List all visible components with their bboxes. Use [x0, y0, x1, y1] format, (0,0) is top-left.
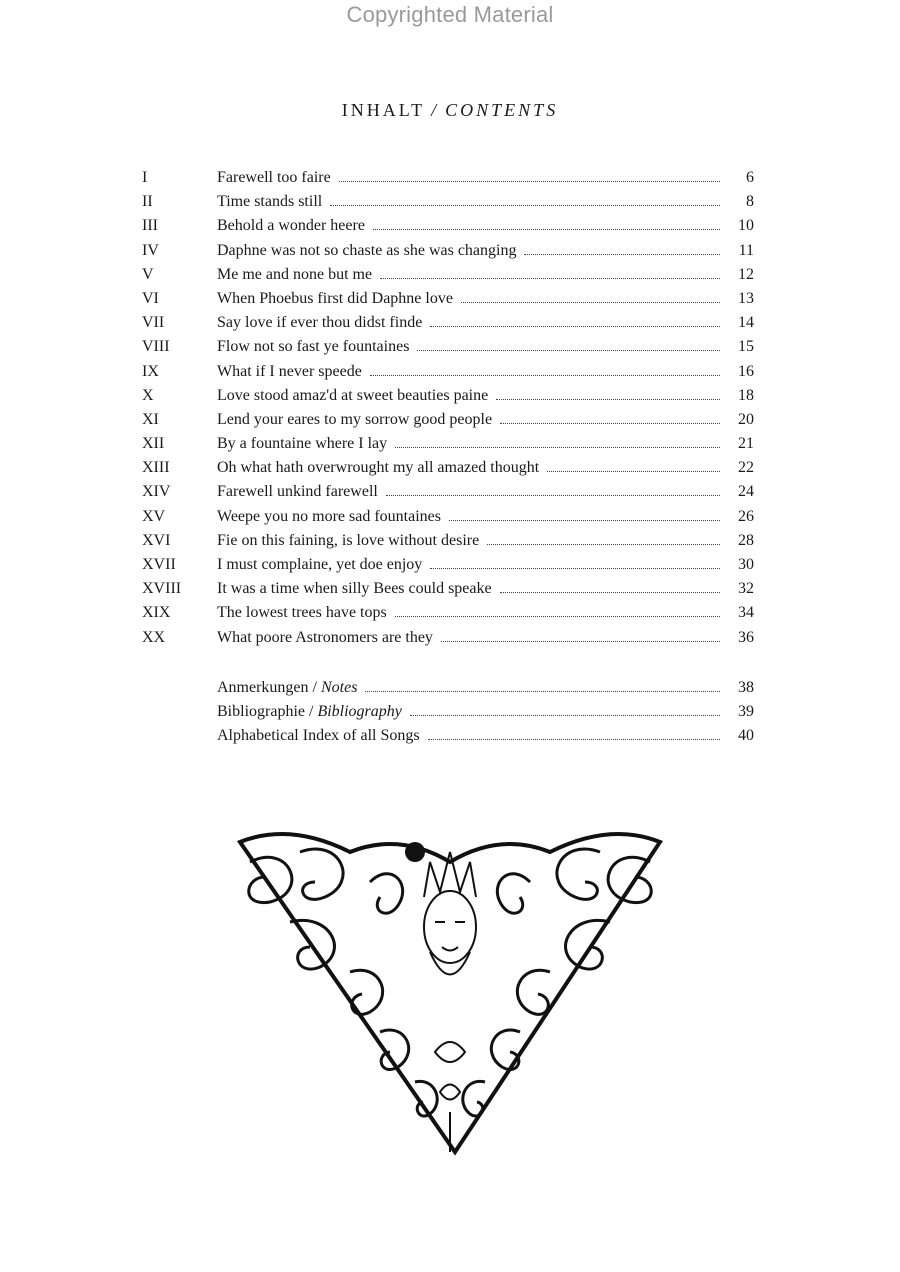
entry-title: It was a time when silly Bees could speake: [217, 580, 492, 598]
entry-title: By a fountaine where I lay: [217, 435, 388, 453]
entry-title: Time stands still: [217, 193, 323, 211]
entry-title: Lend your eares to my sorrow good people: [217, 410, 493, 428]
entry-title: [217, 700, 410, 724]
entry-title: Fie on this faining, is love without desire: [217, 531, 480, 549]
entry-title: The lowest trees have tops: [217, 604, 387, 622]
dot-leader: [330, 205, 720, 206]
entry-number: X: [142, 386, 154, 404]
entry-page: 39: [738, 703, 754, 721]
entry-title-german: Anmerkungen /: [217, 679, 321, 696]
dot-leader: [373, 229, 720, 230]
dot-leader: [449, 520, 720, 521]
entry-title-german: Bibliographie /: [217, 703, 318, 721]
entry-page: 38: [738, 679, 754, 696]
entry-number: I: [142, 169, 148, 186]
dot-leader: [500, 423, 720, 424]
entry-number: IV: [142, 241, 159, 259]
entry-page: 10: [738, 217, 754, 235]
toc-entry: [142, 456, 754, 480]
entry-title: When Phoebus first did Daphne love: [217, 289, 453, 307]
entry-title-german: Alphabetical Index of all Songs: [217, 727, 420, 745]
toc-entry: [142, 311, 754, 335]
entry-number: XV: [142, 507, 166, 525]
entry-number: XVII: [142, 556, 176, 573]
watermark: Copyrighted Material: [346, 2, 554, 27]
toc-entry: [142, 166, 754, 190]
dot-leader: [524, 254, 720, 255]
entry-number: V: [142, 265, 154, 283]
entry-page: 26: [738, 507, 754, 525]
entry-number: XX: [142, 628, 166, 646]
entry-title: Farewell too faire: [217, 169, 331, 186]
dot-leader: [496, 399, 720, 400]
dot-leader: [430, 326, 720, 327]
entry-number: II: [142, 193, 153, 211]
entry-page: 28: [738, 531, 754, 549]
entry-page: 6: [746, 169, 754, 186]
entry-title: Flow not so fast ye fountaines: [217, 338, 410, 356]
entry-number: VII: [142, 314, 165, 332]
toc-entry: [142, 263, 754, 287]
dot-leader: [380, 278, 720, 279]
dot-leader: [417, 350, 720, 351]
entry-page: 11: [738, 241, 754, 259]
toc-entry: [142, 577, 754, 601]
entry-number: XIV: [142, 483, 171, 501]
entry-title: Oh what hath overwrought my all amazed thought: [217, 459, 540, 477]
toc-entry: [142, 601, 754, 625]
dot-leader: [395, 616, 720, 617]
dot-leader: [370, 375, 720, 376]
dot-leader: [410, 715, 720, 716]
entry-number: VI: [142, 289, 159, 307]
toc-entry: [142, 724, 754, 748]
table-of-contents: [142, 166, 754, 650]
entry-page: 36: [738, 628, 754, 646]
dot-leader: [430, 568, 720, 569]
entry-title: Weepe you no more sad fountaines: [217, 507, 441, 525]
dot-leader: [547, 471, 720, 472]
page-title: [0, 100, 900, 121]
toc-entry: [142, 480, 754, 504]
dot-leader: [461, 302, 720, 303]
entry-number: XVI: [142, 531, 171, 549]
entry-title: Me me and none but me: [217, 265, 373, 283]
dot-leader: [365, 691, 720, 692]
entry-number: XIII: [142, 459, 170, 477]
entry-page: 14: [738, 314, 754, 332]
entry-number: XII: [142, 435, 165, 453]
entry-title: [217, 724, 428, 748]
toc-entry: [142, 190, 754, 214]
title-german: INHALT: [341, 100, 426, 120]
toc-entry: [142, 505, 754, 529]
toc-entry: [142, 384, 754, 408]
toc-entry: [142, 700, 754, 724]
entry-page: 24: [738, 483, 754, 501]
dot-leader: [395, 447, 720, 448]
toc-entry: [142, 335, 754, 359]
ornament-tailpiece-icon: [230, 822, 670, 1162]
title-english: CONTENTS: [445, 100, 559, 120]
entry-page: 16: [738, 362, 754, 380]
toc-entry: [142, 553, 754, 577]
dot-leader: [339, 181, 720, 182]
toc-entry: [142, 360, 754, 384]
entry-page: 18: [738, 386, 754, 404]
entry-page: 34: [738, 604, 754, 622]
back-matter-list: [142, 676, 754, 749]
title-separator: /: [431, 100, 440, 120]
toc-entry: [142, 432, 754, 456]
toc-entry: [142, 408, 754, 432]
entry-page: 8: [746, 193, 754, 211]
entry-number: XVIII: [142, 580, 182, 598]
toc-entry: [142, 676, 754, 700]
toc-entry: [142, 287, 754, 311]
entry-page: 22: [738, 459, 754, 477]
entry-page: 21: [738, 435, 754, 453]
entry-title: Say love if ever thou didst finde: [217, 314, 423, 332]
entry-title-english: Notes: [320, 679, 358, 696]
dot-leader: [500, 592, 720, 593]
entry-title-english: Bibliography: [317, 703, 402, 721]
entry-page: 30: [738, 556, 754, 573]
entry-title: Farewell unkind farewell: [217, 483, 378, 501]
entry-page: 13: [738, 289, 754, 307]
toc-entry: [142, 529, 754, 553]
dot-leader: [428, 739, 720, 740]
entry-title: Daphne was not so chaste as she was changing: [217, 241, 517, 259]
entry-number: III: [142, 217, 158, 235]
toc-entry: [142, 626, 754, 650]
dot-leader: [386, 495, 720, 496]
entry-title: What if I never speede: [217, 362, 362, 380]
entry-page: 32: [738, 580, 754, 598]
toc-entry: [142, 214, 754, 238]
entry-page: 20: [738, 410, 754, 428]
dot-leader: [487, 544, 720, 545]
entry-title: What poore Astronomers are they: [217, 628, 433, 646]
entry-title: Love stood amaz'd at sweet beauties paine: [217, 386, 489, 404]
entry-page: 15: [738, 338, 754, 356]
entry-page: 12: [738, 265, 754, 283]
dot-leader: [441, 641, 720, 642]
entry-title: I must complaine, yet doe enjoy: [217, 556, 423, 573]
toc-entry: [142, 239, 754, 263]
entry-number: XI: [142, 410, 159, 428]
entry-number: IX: [142, 362, 159, 380]
entry-number: XIX: [142, 604, 171, 622]
entry-page: 40: [738, 727, 754, 745]
entry-number: VIII: [142, 338, 170, 356]
entry-title: [217, 676, 365, 700]
entry-title: Behold a wonder heere: [217, 217, 365, 235]
